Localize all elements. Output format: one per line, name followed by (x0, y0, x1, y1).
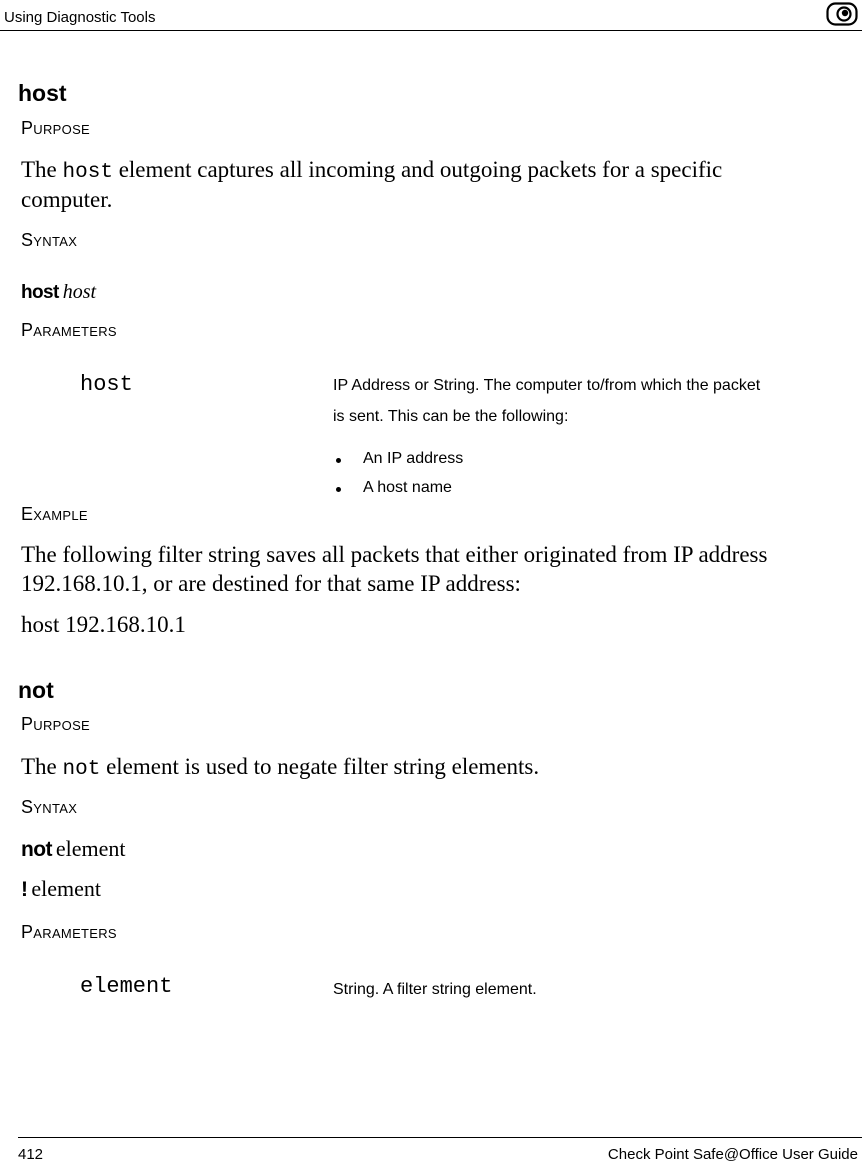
syntax-argument: element (31, 876, 102, 901)
section-heading-host: host (18, 80, 67, 106)
param-desc-line2: is sent. This can be the following: (333, 408, 569, 425)
purpose-text-rest: element captures all incoming and outgoing packets for a specific (112, 157, 723, 182)
running-header-title: Using Diagnostic Tools (4, 9, 156, 26)
inline-code-host: host (62, 161, 113, 184)
param-desc-line1: String. A filter string element. (333, 981, 537, 998)
example-code: host 192.168.10.1 (21, 612, 186, 637)
parameters-label (21, 922, 117, 943)
syntax-line (21, 836, 126, 862)
guide-title: Check Point Safe@Office User Guide (607, 1146, 858, 1163)
param-desc-line1: IP Address or String. The computer to/from which the packet (333, 377, 761, 394)
example-text-line1: The following filter string saves all packets that either originated from IP address (21, 542, 768, 567)
purpose-label (21, 118, 90, 139)
syntax-line (21, 281, 96, 304)
purpose-label-text: Purpose (21, 714, 91, 734)
page-number: 412 (18, 1146, 44, 1163)
syntax-keyword: not (21, 838, 52, 861)
header-rule (0, 30, 862, 31)
bullet-dot (336, 487, 341, 492)
purpose-label (21, 714, 90, 735)
syntax-line (21, 876, 101, 902)
bullet-item: An IP address (363, 450, 464, 467)
parameters-label-text: Parameters (21, 320, 117, 340)
example-label (21, 504, 88, 525)
purpose-text-line2: computer. (21, 187, 113, 212)
purpose-text-prefix: The (21, 754, 63, 779)
syntax-argument: element (55, 836, 126, 861)
syntax-label (21, 797, 77, 818)
syntax-label-text: Syntax (21, 797, 78, 817)
syntax-label (21, 230, 77, 251)
section-heading-not: not (18, 677, 54, 703)
parameters-label-text: Parameters (21, 922, 117, 942)
purpose-text-line1 (21, 752, 539, 785)
param-name-host: host (80, 372, 133, 397)
param-name-element: element (80, 974, 173, 999)
inline-code-not: not (62, 758, 101, 781)
syntax-argument: host (62, 281, 97, 303)
bullet-dot (336, 458, 341, 463)
eye-icon (826, 2, 858, 26)
purpose-text-rest: element is used to negate filter string elements. (100, 754, 540, 779)
purpose-text-prefix: The (21, 157, 63, 182)
syntax-keyword: ! (21, 878, 28, 901)
syntax-label-text: Syntax (21, 230, 78, 250)
footer-rule (18, 1137, 862, 1138)
bullet-item: A host name (363, 479, 452, 496)
example-label-text: Example (21, 504, 88, 524)
parameters-label (21, 320, 117, 341)
example-text-line2: 192.168.10.1, or are destined for that same IP address: (21, 571, 521, 596)
purpose-text-line1 (21, 155, 722, 188)
syntax-keyword: host (21, 282, 59, 303)
purpose-label-text: Purpose (21, 118, 91, 138)
